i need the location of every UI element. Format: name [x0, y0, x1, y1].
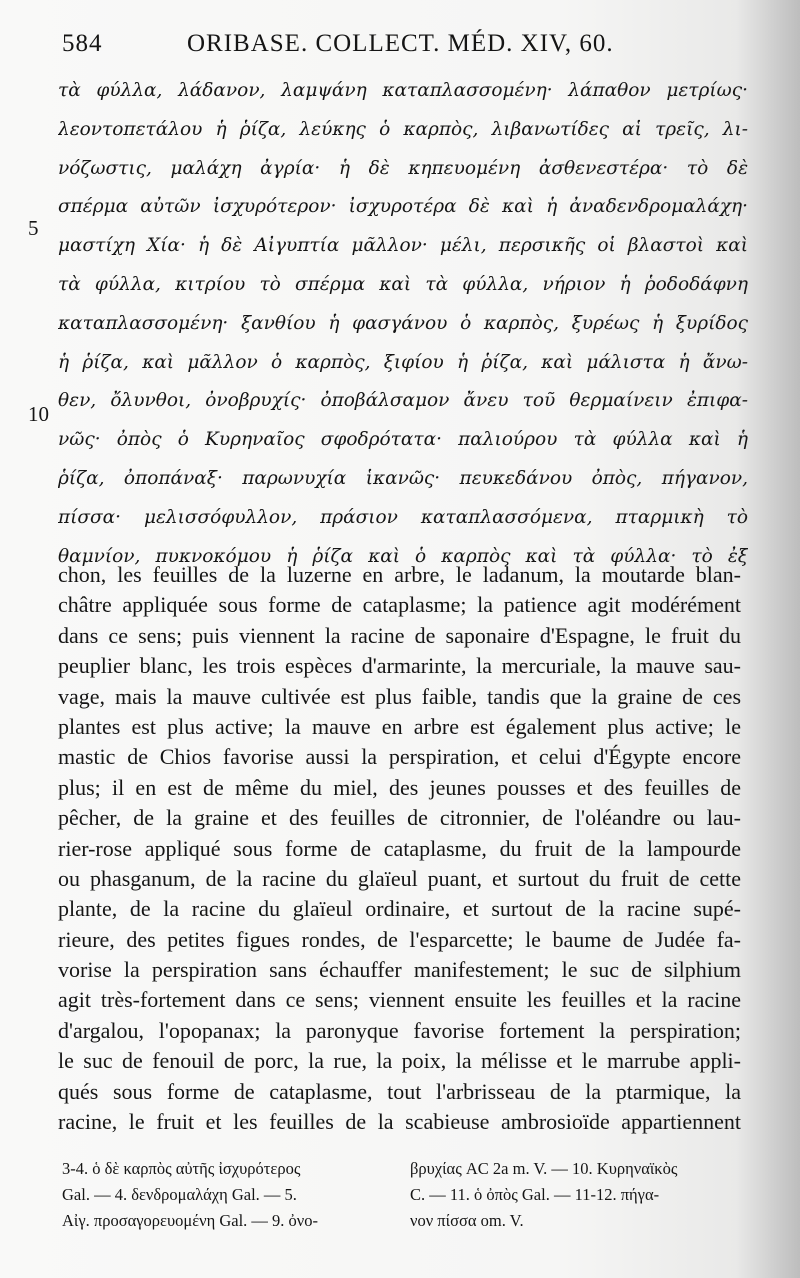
french-line: châtre appliquée sous forme de cataplasme; la patience agit modérément [58, 592, 741, 618]
critical-apparatus [62, 1156, 752, 1234]
greek-line: σπέρμα αὐτῶν ἰσχυρότερον· ἰσχυροτέρα δὲ καὶ ἡ ἀναδενδρομαλάχη· [58, 196, 748, 218]
apparatus-line [62, 1208, 752, 1234]
greek-line: τὰ φύλλα, λάδανον, λαμψάνη καταπλασσομένη· λάπαθον μετρίως· [58, 80, 748, 101]
apparatus-right: βρυχίας AC 2a m. V. — 10. Κυρηναϊκὸς [410, 1159, 678, 1178]
line-number-5: 5 [28, 216, 39, 240]
french-line: le suc de fenouil de porc, la rue, la poix, la mélisse et le marrube appli- [58, 1048, 741, 1074]
page-number: 584 [62, 30, 103, 57]
greek-line: ἡ ῥίζα, καὶ μᾶλλον ὁ καρπὸς, ξιφίου ἡ ῥίζα, καὶ μάλιστα ἡ ἄνω- [58, 351, 748, 373]
greek-line: νόζωστις, μαλάχη ἀγρία· ἡ δὲ κηπευομένη ἀσθενεστέρα· τὸ δὲ [58, 157, 748, 179]
greek-line: τὰ φύλλα, κιτρίου τὸ σπέρμα καὶ τὰ φύλλα, νήριον ἡ ῥοδοδάφνη [58, 273, 748, 295]
greek-line: ῥίζα, ὀποπάναξ· παρωνυχία ἱκανῶς· πευκεδάνου ὀπὸς, πήγανον, [58, 467, 748, 489]
running-title: ORIBASE. COLLECT. MÉD. XIV, 60. [187, 30, 614, 57]
french-line: agit très-fortement dans ce sens; viennent ensuite les feuilles et la racine [58, 987, 741, 1013]
french-line: chon, les feuilles de la luzerne en arbre, le ladanum, la moutarde blan- [58, 562, 741, 587]
greek-line: λεοντοπετάλου ἡ ῥίζα, λεύκης ὁ καρπὸς, λιβανωτίδες αἱ τρεῖς, λι- [58, 118, 748, 140]
apparatus-line [62, 1156, 752, 1182]
french-line: ou phasganum, de la racine du glaïeul puant, et surtout du fruit de cette [58, 865, 741, 891]
apparatus-line [62, 1182, 752, 1208]
french-line: plante, de la racine du glaïeul ordinaire, et surtout de la racine supé- [58, 896, 741, 922]
french-line: mastic de Chios favorise aussi la perspiration, et celui d'Égypte encore [58, 744, 741, 770]
french-translation [58, 560, 741, 1137]
apparatus-left: 3-4. ὁ δὲ καρπὸς αὐτῆς ἰσχυρότερος [62, 1159, 301, 1178]
greek-line: θαμνίον, πυκνοκόμου ἡ ῥίζα καὶ ὁ καρπὸς καὶ τὰ φύλλα· τὸ ἐξ [58, 545, 748, 567]
page-header [62, 30, 762, 60]
apparatus-right: νον πίσσα om. V. [410, 1211, 524, 1230]
greek-line: καταπλασσομένη· ξανθίου ἡ φασγάνου ὁ καρπὸς, ξυρέως ἡ ξυρίδος [58, 312, 748, 334]
apparatus-left: Gal. — 4. δενδρομαλάχη Gal. — 5. [62, 1185, 297, 1204]
french-line: peuplier blanc, les trois espèces d'armarinte, la mercuriale, la mauve sau- [58, 653, 741, 679]
french-line: racine, le fruit et les feuilles de la scabieuse ambrosioïde appartiennent [58, 1109, 741, 1135]
french-line: pêcher, de la graine et des feuilles de citronnier, de l'oléandre ou lau- [58, 805, 741, 831]
french-line: d'argalou, l'opopanax; la paronyque favorise fortement la perspiration; [58, 1017, 741, 1043]
greek-line: μαστίχη Χία· ἡ δὲ Αἰγυπτία μᾶλλον· μέλι, περσικῆς οἱ βλαστοὶ καὶ [58, 235, 748, 257]
french-line: vorise la perspiration sans échauffer manifestement; le suc de silphium [58, 957, 741, 983]
french-line: dans ce sens; puis viennent la racine de saponaire d'Espagne, le fruit du [58, 622, 741, 648]
greek-line: θεν, ὄλυνθοι, ὀνοβρυχίς· ὀποβάλσαμον ἄνευ τοῦ θερμαίνειν ἐπιφα- [58, 390, 748, 412]
french-line: rieure, des petites figues rondes, de l'esparcette; le baume de Judée fa- [58, 926, 741, 952]
apparatus-left: Αἰγ. προσαγορευομένη Gal. — 9. ὀνο- [62, 1211, 319, 1230]
french-line: qués sous forme de cataplasme, tout l'arbrisseau de la ptarmique, la [58, 1078, 741, 1104]
french-line: plantes est plus active; la mauve en arbre est également plus active; le [58, 713, 741, 739]
line-number-10: 10 [28, 402, 49, 426]
greek-line: νῶς· ὀπὸς ὁ Κυρηναῖος σφοδρότατα· παλιούρου τὰ φύλλα καὶ ἡ [58, 429, 748, 451]
french-line: rier-rose appliqué sous forme de cataplasme, du fruit de la lampourde [58, 835, 741, 861]
french-line: vage, mais la mauve cultivée est plus faible, tandis que la graine de ces [58, 683, 741, 709]
greek-text [58, 72, 748, 576]
french-line: plus; il en est de même du miel, des jeunes pousses et des feuilles de [58, 774, 741, 800]
apparatus-right: C. — 11. ὁ ὀπὸς Gal. — 11-12. πήγα- [410, 1185, 660, 1204]
greek-line: πίσσα· μελισσόφυλλον, πράσιον καταπλασσόμενα, πταρμικὴ τὸ [58, 506, 748, 528]
